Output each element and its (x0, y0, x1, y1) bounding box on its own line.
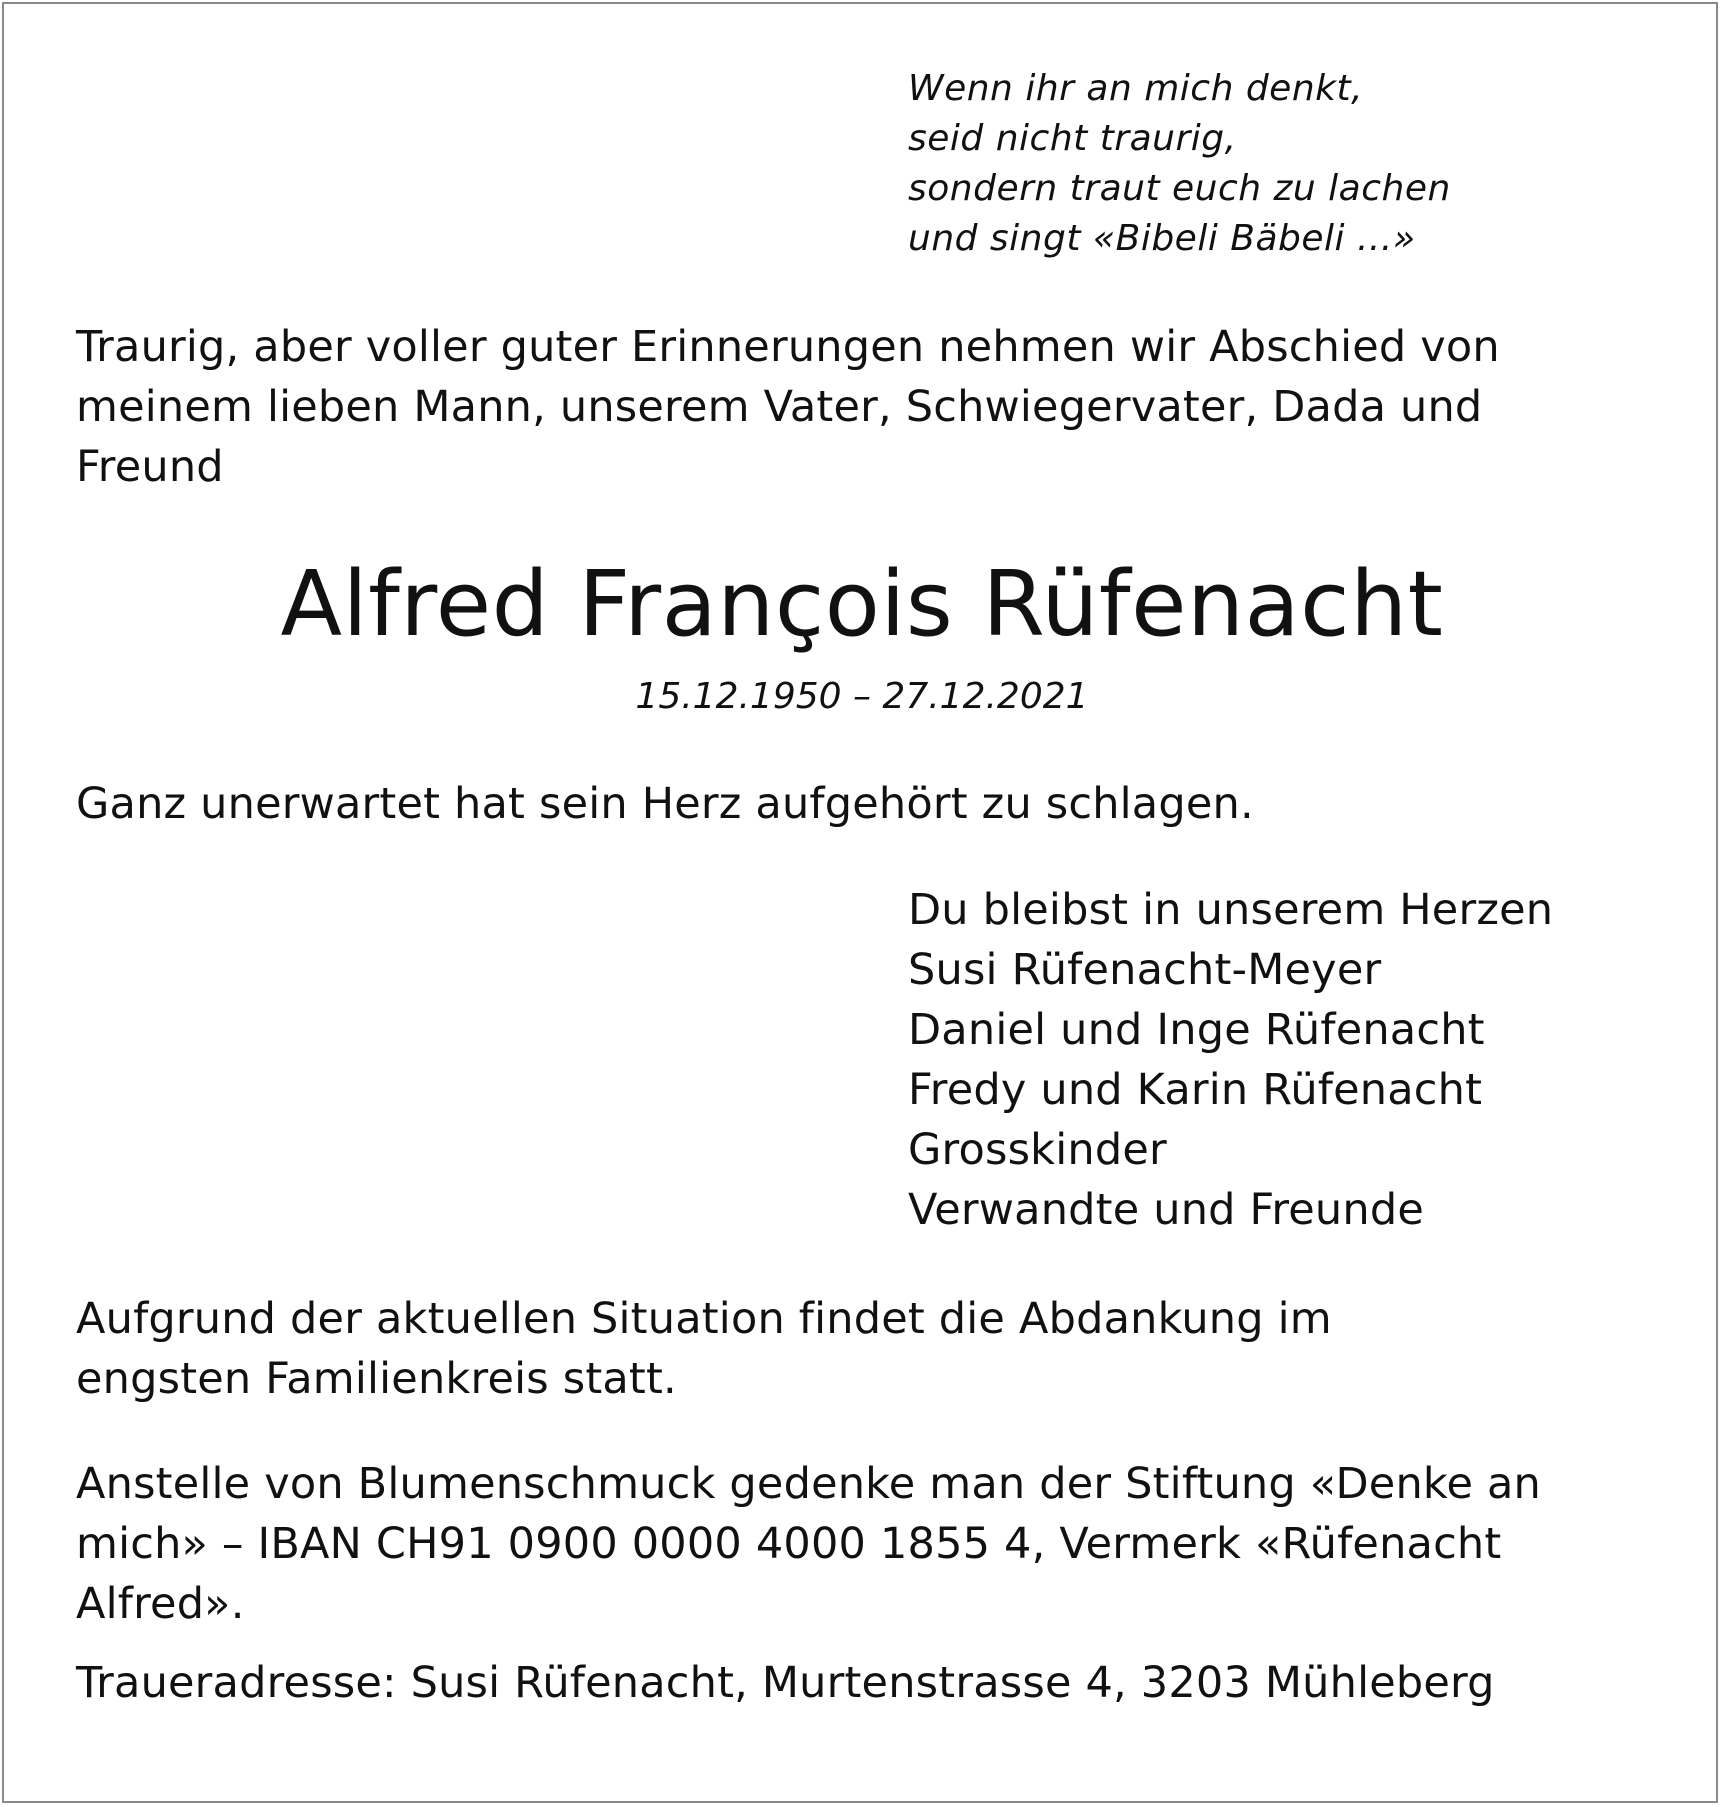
intro-line: Freund (76, 442, 224, 492)
quote-line: Wenn ihr an mich denkt, (908, 68, 1364, 109)
ceremony-paragraph (76, 1289, 1636, 1409)
ceremony-line: engsten Familienkreis statt. (76, 1354, 677, 1404)
intro-line: meinem lieben Mann, unserem Vater, Schwiegervater, Dada und (76, 382, 1483, 432)
signature-line: Du bleibst in unserem Herzen (908, 885, 1554, 935)
deceased-name: Alfred François Rüfenacht (280, 552, 1444, 657)
signature-line: Fredy und Karin Rüfenacht (908, 1065, 1483, 1115)
signature-block (908, 880, 1553, 1240)
statement-text: Ganz unerwartet hat sein Herz aufgehört zu schlagen. (76, 779, 1254, 829)
intro-paragraph (76, 317, 1676, 497)
signature-line: Daniel und Inge Rüfenacht (908, 1005, 1485, 1055)
quote-line: und singt «Bibeli Bäbeli ...» (908, 218, 1416, 259)
mourning-address: Traueradresse: Susi Rüfenacht, Murtenstrasse 4, 3203 Mühleberg (76, 1658, 1495, 1708)
donation-line: Anstelle von Blumenschmuck gedenke man der Stiftung «Denke an (76, 1459, 1542, 1509)
signature-line: Grosskinder (908, 1125, 1167, 1175)
donation-paragraph (76, 1454, 1676, 1634)
quote-block (908, 64, 1451, 264)
quote-line: sondern traut euch zu lachen (908, 168, 1451, 209)
ceremony-line: Aufgrund der aktuellen Situation findet die Abdankung im (76, 1294, 1332, 1344)
donation-line: mich» – IBAN CH91 0900 0000 4000 1855 4, Vermerk «Rüfenacht (76, 1519, 1502, 1569)
life-dates: 15.12.1950 – 27.12.2021 (635, 676, 1089, 717)
donation-line: Alfred». (76, 1579, 245, 1629)
quote-line: seid nicht traurig, (908, 118, 1237, 159)
signature-line: Susi Rüfenacht-Meyer (908, 945, 1382, 995)
intro-line: Traurig, aber voller guter Erinnerungen nehmen wir Abschied von (76, 322, 1500, 372)
signature-line: Verwandte und Freunde (908, 1185, 1424, 1235)
